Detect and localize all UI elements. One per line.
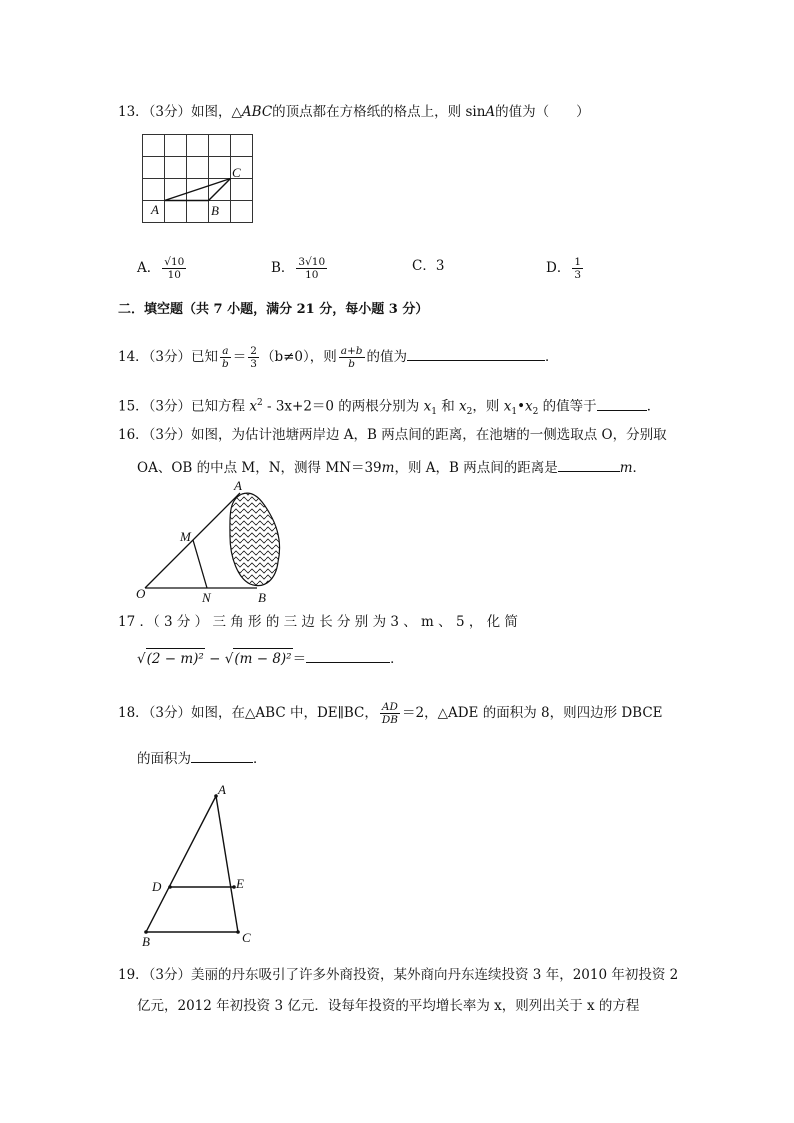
label-c: C	[242, 930, 251, 945]
q18-line2: 的面积为 ．	[137, 748, 267, 769]
q16-line2: OA、OB 的中点 M，N，测得 MN＝39m，则 A，B 两点间的距离是 m．	[137, 457, 646, 478]
label-n: N	[202, 590, 211, 605]
q16-pond-figure	[130, 478, 300, 606]
q15-answer-blank[interactable]	[597, 396, 647, 411]
pond-shape	[230, 493, 280, 585]
label-d: D	[152, 879, 162, 894]
triangle-abc	[146, 796, 238, 932]
label-o: O	[136, 586, 146, 601]
q13-option-a[interactable]: A． $\frac{√10}{10}$	[137, 256, 185, 281]
q13-grid-figure	[136, 130, 260, 230]
q13-option-c[interactable]: C．3	[412, 258, 445, 274]
q13-stem: 13．（3分）如图，△ABC的顶点都在方格纸的格点上，则 sinA的值为（ ）	[118, 104, 590, 120]
q16-answer-blank[interactable]	[558, 457, 620, 472]
label-b: B	[258, 590, 266, 605]
label-b: B	[211, 203, 219, 218]
label-b: B	[142, 934, 150, 949]
label-e: E	[236, 876, 244, 891]
q18-answer-blank[interactable]	[191, 748, 253, 763]
q13-option-b[interactable]: B． $\frac{3√10}{10}$	[271, 256, 326, 281]
q17-line2: √(2 − m)² − √(m − 8)²＝ ．	[137, 648, 404, 669]
label-c: C	[232, 165, 241, 180]
section-title: 二．填空题（共 7 小题，满分 21 分，每小题 3 分）	[118, 302, 429, 317]
q15-stem: 15．（3分）已知方程 $x^2 - 3x+2=0$ 的两根分别为 $x_1$ 和 $x_2$，则 $x_1•x_2$ 的值等于 ．	[118, 393, 660, 422]
label-a: A	[234, 478, 242, 493]
q19-line1: 19．（3分）美丽的丹东吸引了许多外商投资，某外商向丹东连续投资 3 年，2010 年初投资 2	[118, 967, 679, 983]
q17-answer-blank[interactable]	[306, 648, 390, 663]
label-m: M	[180, 529, 191, 544]
q14-answer-blank[interactable]	[407, 346, 545, 361]
q18-stem: 18．（3分）如图，在△ABC 中，DE∥BC， $\frac{AD}{DB}$ ＝2，△ADE 的面积为 8，则四边形 DBCE	[118, 701, 663, 726]
q19-line2: 亿元，2012 年初投资 3 亿元．设每年投资的平均增长率为 x，则列出关于 x 的方程	[137, 998, 640, 1014]
triangle-abc	[165, 179, 231, 201]
label-a: A	[151, 202, 159, 217]
q14-stem: 14．（3分）已知 $\frac{a}{b}$ ＝ $\frac{2}{3}$ （b≠0），则 $\frac{a+b}{b}$ 的值为 ．	[118, 345, 559, 370]
label-a: A	[218, 782, 226, 797]
q16-line1: 16．（3分）如图，为估计池塘两岸边 A，B 两点间的距离，在池塘的一侧选取点 O，分别取	[118, 427, 667, 443]
segment-mn	[193, 540, 207, 588]
q17-line1: 17 ．（ 3 分 ） 三 角 形 的 三 边 长 分 别 为 3 、 m 、 5 ， 化 简	[118, 614, 518, 630]
q13-option-d[interactable]: D． $\frac{1}{3}$	[546, 256, 582, 281]
q18-triangle-figure	[136, 780, 266, 952]
